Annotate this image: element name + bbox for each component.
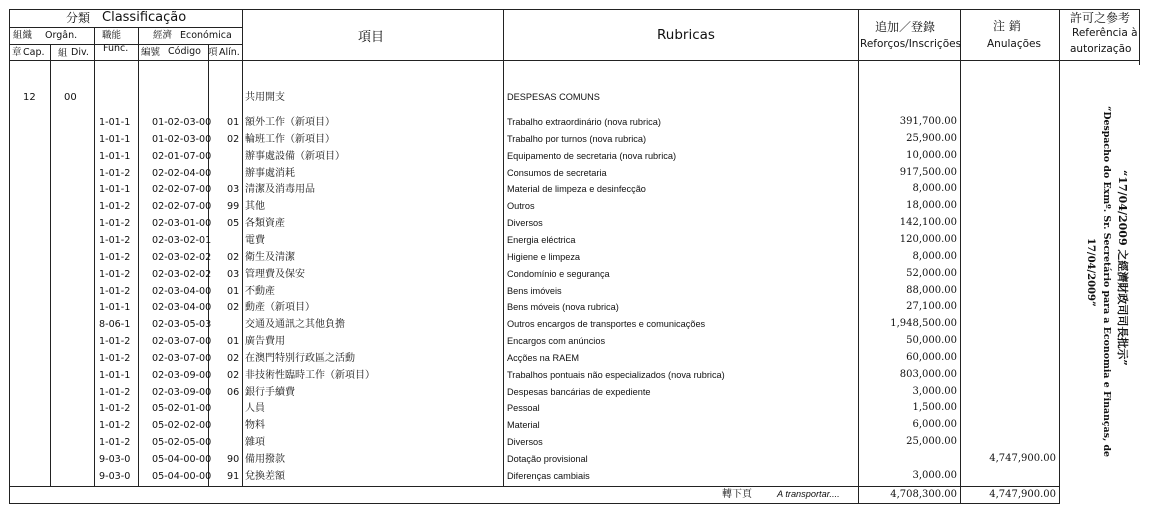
col-line-cap <box>50 44 51 486</box>
row-alin: 01 <box>227 286 240 297</box>
row-rubrica-pt: Bens imóveis <box>507 286 562 296</box>
row-func: 9-03-0 <box>99 454 131 465</box>
row-func: 8-06-1 <box>99 319 131 330</box>
row-codigo: 02-02-07-00 <box>152 184 212 195</box>
header-anulacoes-zh: 注 銷 <box>993 19 1021 33</box>
row-alin: 02 <box>227 302 240 313</box>
row-codigo: 02-01-07-00 <box>152 151 212 162</box>
row-func: 1-01-2 <box>99 403 131 414</box>
col-line-rubricas <box>858 9 859 504</box>
header-alin-zh: 項 <box>208 47 218 58</box>
row-item-zh: 動產（新項目） <box>245 302 315 313</box>
row-item-zh: 不動產 <box>245 286 275 297</box>
row-func: 9-03-0 <box>99 471 131 482</box>
header-ref-pt-1: Referência à <box>1072 27 1138 39</box>
row-anulacao: 4,747,900.00 <box>989 453 1056 464</box>
footer-total-anulacoes: 4,747,900.00 <box>989 489 1056 500</box>
header-anulacoes-pt: Anulações <box>987 38 1041 50</box>
row-rubrica-pt: Material <box>507 420 540 430</box>
row-rubrica-pt: Condomínio e segurança <box>507 269 610 279</box>
row-rubrica-pt: Diversos <box>507 437 543 447</box>
row-codigo: 05-04-00-00 <box>152 454 212 465</box>
header-ref-pt-2: autorização <box>1070 43 1132 55</box>
row-rubrica-pt: Energia eléctrica <box>507 235 576 245</box>
row-alin: 02 <box>227 370 240 381</box>
group-title-zh: 共用開支 <box>245 92 285 103</box>
row-alin: 06 <box>227 387 240 398</box>
row-alin: 99 <box>227 201 240 212</box>
row-rubrica-pt: Material de limpeza e desinfecção <box>507 184 646 194</box>
row-item-zh: 額外工作（新項目） <box>245 117 335 128</box>
row-codigo: 05-02-01-00 <box>152 403 212 414</box>
header-reforcos-zh: 追加／登錄 <box>875 20 936 34</box>
row-item-zh: 辦事處設備（新項目） <box>245 151 345 162</box>
header-organ-zh: 組織 <box>13 30 33 41</box>
header-item-zh: 項目 <box>358 30 385 45</box>
row-item-zh: 在澳門特別行政區之活動 <box>245 353 355 364</box>
row-codigo: 02-03-09-00 <box>152 387 212 398</box>
row-reforco: 6,000.00 <box>912 419 957 430</box>
row-func: 1-01-2 <box>99 336 131 347</box>
row-item-zh: 各類資產 <box>245 218 285 229</box>
row-func: 1-01-2 <box>99 286 131 297</box>
header-classificacao-pt: Classificação <box>102 10 187 25</box>
row-reforco: 27,100.00 <box>906 301 957 312</box>
footer-total-reforcos: 4,708,300.00 <box>890 489 957 500</box>
row-alin: 01 <box>227 117 240 128</box>
row-codigo: 05-02-05-00 <box>152 437 212 448</box>
row-reforco: 25,000.00 <box>906 436 957 447</box>
row-alin: 02 <box>227 134 240 145</box>
row-item-zh: 電費 <box>245 235 265 246</box>
frame-right <box>1139 9 1140 65</box>
row-rubrica-pt: Bens móveis (nova rubrica) <box>507 302 619 312</box>
row-item-zh: 兌換差額 <box>245 471 285 482</box>
group-div: 00 <box>64 92 77 103</box>
row-func: 1-01-2 <box>99 269 131 280</box>
row-codigo: 02-03-04-00 <box>152 286 212 297</box>
row-item-zh: 物料 <box>245 420 265 431</box>
row-reforco: 52,000.00 <box>906 268 957 279</box>
row-codigo: 05-04-00-00 <box>152 471 212 482</box>
row-func: 1-01-1 <box>99 134 131 145</box>
row-codigo: 02-03-09-00 <box>152 370 212 381</box>
row-item-zh: 辦事處消耗 <box>245 168 295 179</box>
header-cap-zh: 章 <box>12 47 22 58</box>
row-func: 1-01-1 <box>99 302 131 313</box>
row-reforco: 142,100.00 <box>899 217 957 228</box>
group-title-pt: DESPESAS COMUNS <box>507 92 600 102</box>
row-item-zh: 輪班工作（新項目） <box>245 134 335 145</box>
col-line-div <box>94 27 95 486</box>
row-rubrica-pt: Equipamento de secretaria (nova rubrica) <box>507 151 677 161</box>
row-reforco: 917,500.00 <box>899 167 957 178</box>
authorization-reference <box>1063 78 1152 498</box>
row-func: 1-01-2 <box>99 437 131 448</box>
row-func: 1-01-2 <box>99 252 131 263</box>
col-line-func <box>138 27 139 486</box>
header-codigo-pt: Código <box>168 46 201 57</box>
row-codigo: 02-02-07-00 <box>152 201 212 212</box>
row-item-zh: 交通及通訊之其他負擔 <box>245 319 345 330</box>
row-codigo: 02-03-02-01 <box>152 235 212 246</box>
row-codigo: 05-02-02-00 <box>152 420 212 431</box>
row-reforco: 18,000.00 <box>906 200 957 211</box>
frame-left <box>9 9 10 504</box>
row-func: 1-01-1 <box>99 117 131 128</box>
row-codigo: 02-03-07-00 <box>152 336 212 347</box>
row-codigo: 01-02-03-00 <box>152 134 212 145</box>
row-rubrica-pt: Acções na RAEM <box>507 353 579 363</box>
row-rubrica-pt: Outros <box>507 201 535 211</box>
col-line-reforcos <box>960 9 961 504</box>
header-reforcos-pt: Reforços/Inscrições <box>860 38 962 50</box>
row-rubrica-pt: Trabalhos pontuais não especializados (nova rubrica) <box>507 370 725 380</box>
row-rubrica-pt: Trabalho extraordinário (nova rubrica) <box>507 117 661 127</box>
header-alin-pt: Alín. <box>219 47 240 58</box>
col-line-alin <box>242 9 243 486</box>
row-rubrica-pt: Pessoal <box>507 403 540 413</box>
row-rubrica-pt: Diferenças cambiais <box>507 471 590 481</box>
row-alin: 01 <box>227 336 240 347</box>
row-reforco: 391,700.00 <box>899 116 957 127</box>
authorization-line-3: 17/04/2009” <box>1085 238 1096 307</box>
footer-label-pt: A transportar.... <box>777 489 840 499</box>
row-item-zh: 清潔及消毒用品 <box>245 184 315 195</box>
row-func: 1-01-2 <box>99 420 131 431</box>
row-codigo: 02-03-04-00 <box>152 302 212 313</box>
group-cap: 12 <box>23 92 36 103</box>
row-codigo: 02-03-01-00 <box>152 218 212 229</box>
col-line-item <box>503 9 504 486</box>
row-item-zh: 備用撥款 <box>245 454 285 465</box>
frame-footer-top <box>9 486 1059 487</box>
header-line-sub2 <box>138 44 242 45</box>
row-rubrica-pt: Consumos de secretaria <box>507 168 607 178</box>
row-item-zh: 管理費及保安 <box>245 269 305 280</box>
authorization-line-2: “Despacho do Exmº. Sr. Secretário para a Economia e Finanças, de <box>1101 106 1112 458</box>
row-rubrica-pt: Trabalho por turnos (nova rubrica) <box>507 134 647 144</box>
row-item-zh: 銀行手續費 <box>245 387 295 398</box>
row-codigo: 02-03-02-02 <box>152 269 212 280</box>
row-alin: 05 <box>227 218 240 229</box>
col-line-anulacoes <box>1059 9 1060 504</box>
authorization-line-1: “17/04/2009 之經濟財政司司長批示” <box>1116 170 1129 366</box>
header-rubricas: Rubricas <box>657 27 715 43</box>
row-item-zh: 衛生及清潔 <box>245 252 295 263</box>
footer-label-zh: 轉下頁 <box>722 489 752 500</box>
header-economica-pt: Económica <box>180 30 232 41</box>
row-alin: 03 <box>227 269 240 280</box>
row-reforco: 25,900.00 <box>906 133 957 144</box>
frame-footer-bottom <box>9 503 1059 504</box>
row-reforco: 10,000.00 <box>906 150 957 161</box>
row-codigo: 02-02-04-00 <box>152 168 212 179</box>
row-reforco: 88,000.00 <box>906 285 957 296</box>
row-item-zh: 雜項 <box>245 437 265 448</box>
header-economica-zh: 經濟 <box>153 30 173 41</box>
row-reforco: 1,500.00 <box>912 402 957 413</box>
row-reforco: 60,000.00 <box>906 352 957 363</box>
row-codigo: 02-03-02-02 <box>152 252 212 263</box>
row-reforco: 120,000.00 <box>899 234 957 245</box>
row-func: 1-01-1 <box>99 151 131 162</box>
row-reforco: 50,000.00 <box>906 335 957 346</box>
row-rubrica-pt: Despesas bancárias de expediente <box>507 387 651 397</box>
row-alin: 03 <box>227 184 240 195</box>
row-reforco: 3,000.00 <box>912 470 957 481</box>
header-ref-zh: 許可之參考 <box>1070 11 1131 25</box>
row-codigo: 02-03-05-03 <box>152 319 212 330</box>
header-func-pt: Func. <box>103 43 129 54</box>
header-div-zh: 組 <box>58 48 68 59</box>
row-codigo: 02-03-07-00 <box>152 353 212 364</box>
row-reforco: 8,000.00 <box>912 183 957 194</box>
row-codigo: 01-02-03-00 <box>152 117 212 128</box>
row-func: 1-01-2 <box>99 387 131 398</box>
row-rubrica-pt: Diversos <box>507 218 543 228</box>
row-rubrica-pt: Dotação provisional <box>507 454 588 464</box>
row-item-zh: 非技術性臨時工作（新項目） <box>245 370 375 381</box>
header-cap-pt: Cap. <box>23 47 45 58</box>
row-func: 1-01-2 <box>99 201 131 212</box>
row-item-zh: 其他 <box>245 201 265 212</box>
row-alin: 91 <box>227 471 240 482</box>
header-organ-pt: Orgân. <box>45 30 78 41</box>
row-alin: 02 <box>227 353 240 364</box>
row-reforco: 1,948,500.00 <box>890 318 957 329</box>
header-classificacao-zh: 分類 <box>66 11 91 25</box>
row-rubrica-pt: Higiene e limpeza <box>507 252 581 262</box>
row-func: 1-01-2 <box>99 218 131 229</box>
row-rubrica-pt: Outros encargos de transportes e comunicações <box>507 319 706 329</box>
row-alin: 02 <box>227 252 240 263</box>
frame-header-bottom <box>9 60 1139 61</box>
row-item-zh: 人員 <box>245 403 265 414</box>
row-item-zh: 廣告費用 <box>245 336 285 347</box>
header-codigo-zh: 編號 <box>141 47 161 58</box>
header-line-classif <box>9 27 242 28</box>
row-func: 1-01-2 <box>99 235 131 246</box>
row-reforco: 803,000.00 <box>899 369 957 380</box>
row-rubrica-pt: Encargos com anúncios <box>507 336 606 346</box>
row-func: 1-01-1 <box>99 370 131 381</box>
row-func: 1-01-2 <box>99 168 131 179</box>
header-div-pt: Div. <box>71 47 89 58</box>
row-reforco: 3,000.00 <box>912 386 957 397</box>
header-func-zh: 職能 <box>102 30 122 41</box>
row-func: 1-01-1 <box>99 184 131 195</box>
row-func: 1-01-2 <box>99 353 131 364</box>
row-alin: 90 <box>227 454 240 465</box>
row-reforco: 8,000.00 <box>912 251 957 262</box>
